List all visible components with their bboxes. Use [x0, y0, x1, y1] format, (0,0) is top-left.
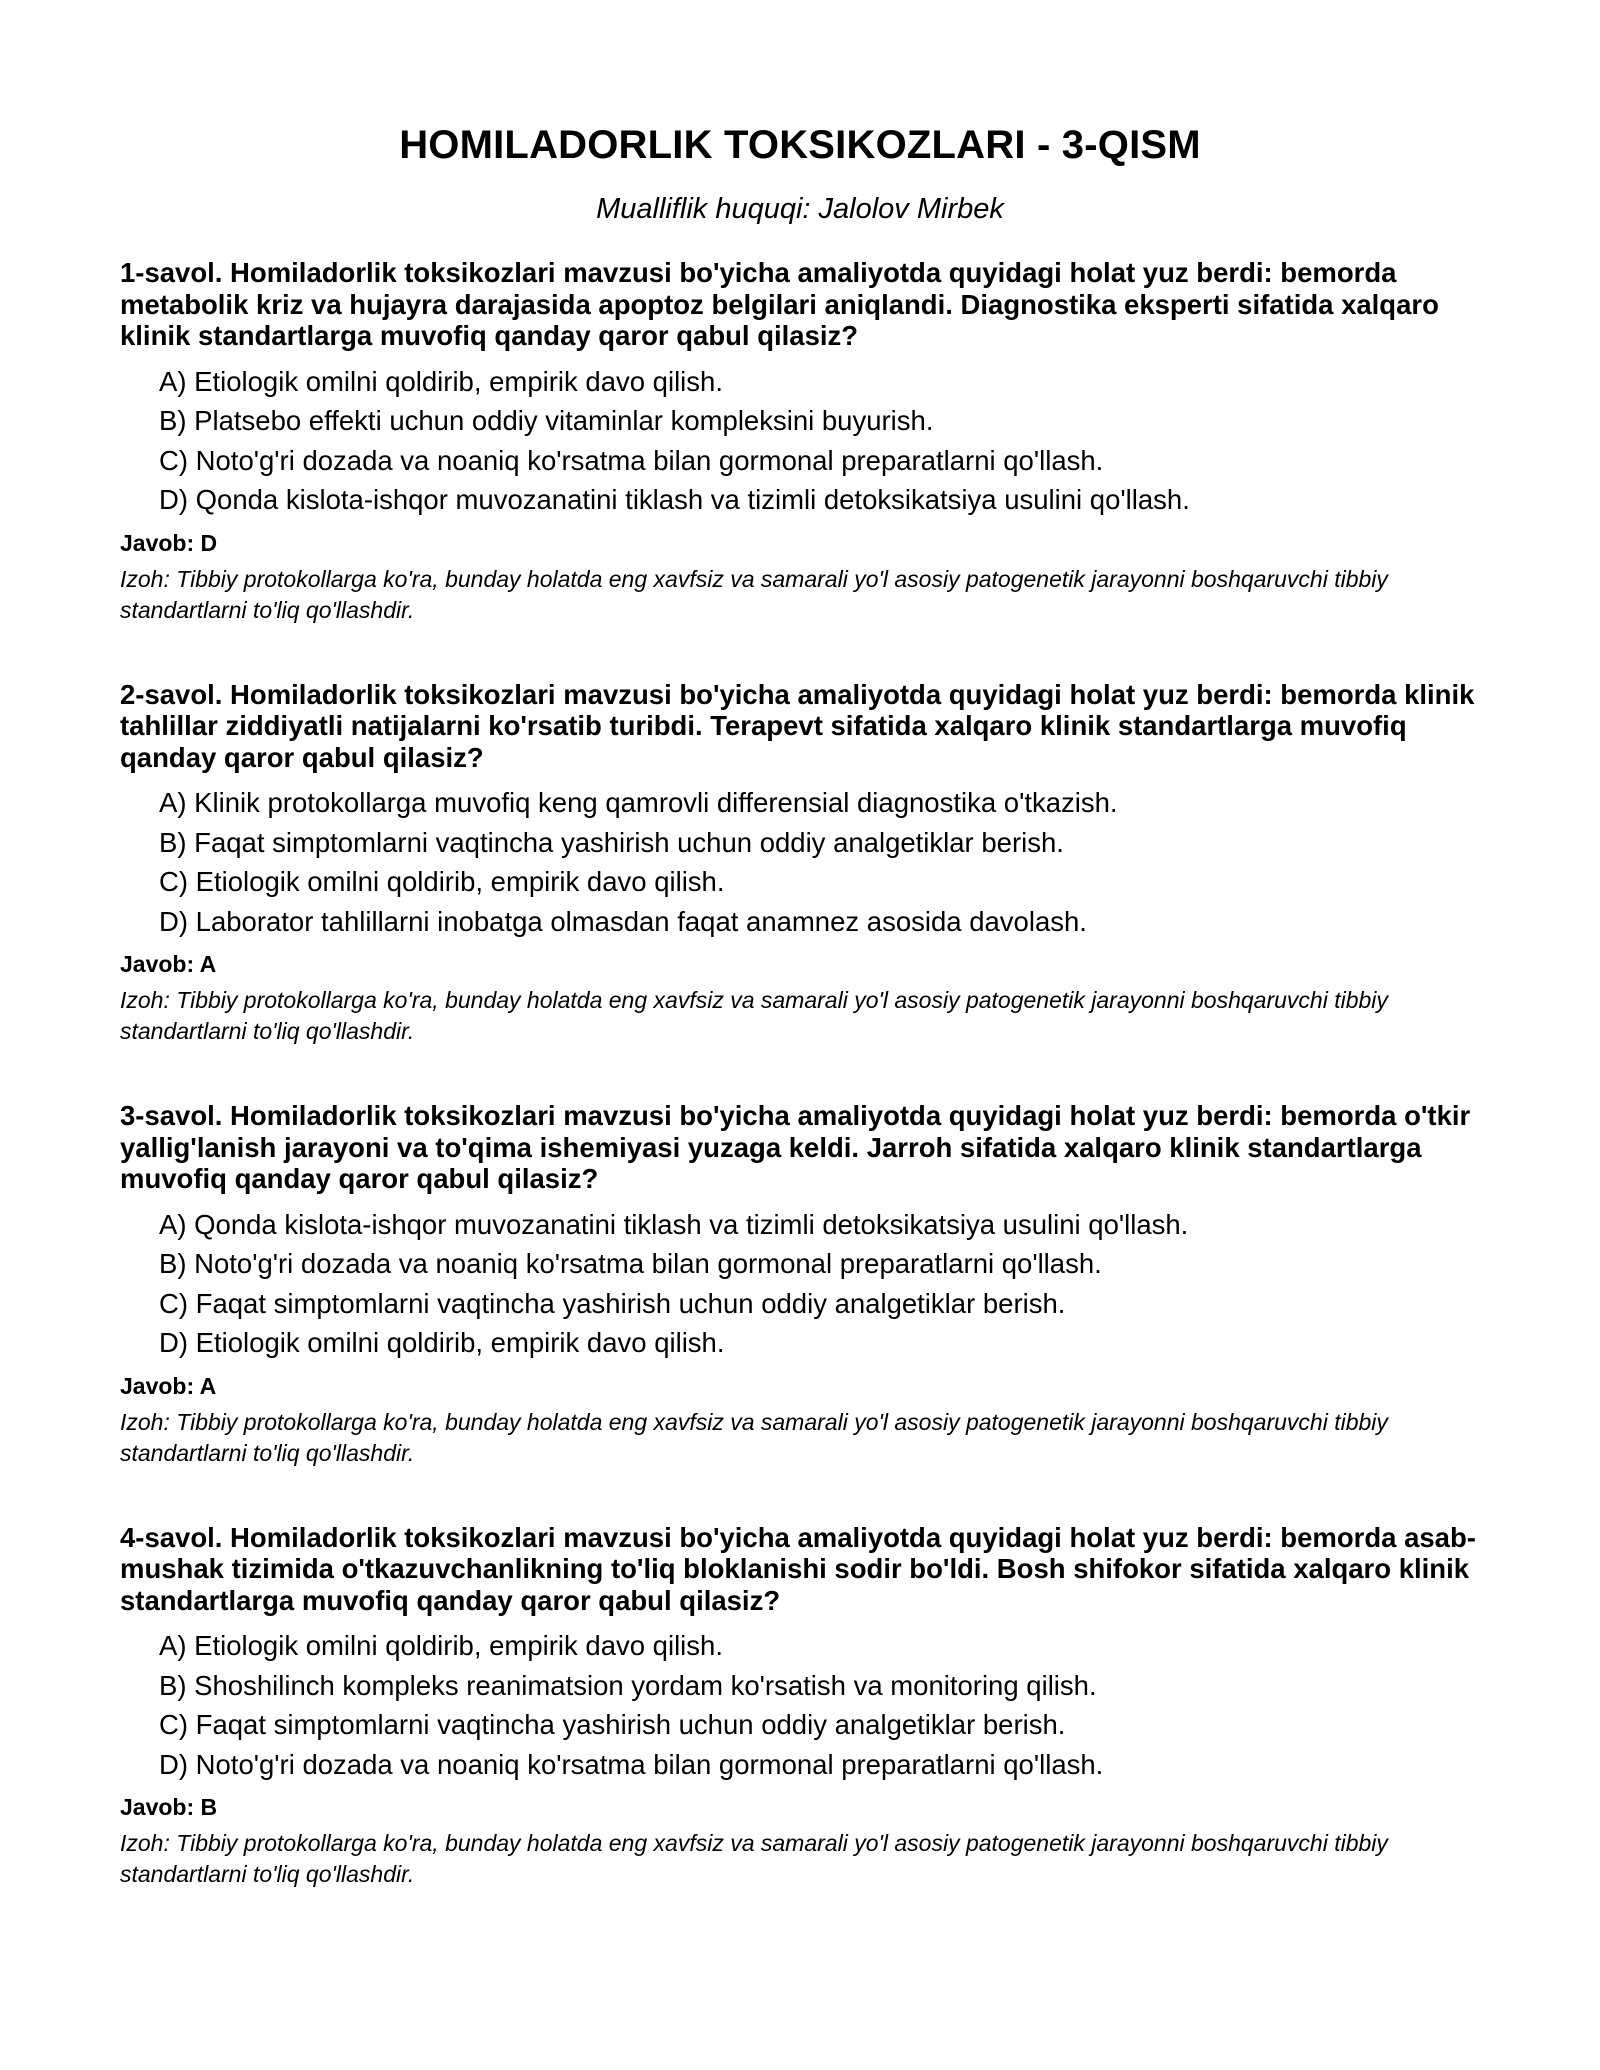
document-title: HOMILADORLIK TOKSIKOZLARI - 3-QISM — [399, 123, 1201, 167]
document-subtitle: Mualliflik huquqi: Jalolov Mirbek — [596, 193, 1004, 225]
answer-text: Javob: B — [120, 1794, 218, 1820]
option-b: B) Faqat simptomlarni vaqtincha yashirish uchun oddiy analgetiklar berish. — [159, 826, 1064, 858]
option-d: D) Etiologik omilni qoldirib, empirik davo qilish. — [159, 1327, 725, 1358]
option-a: A) Qonda kislota-ishqor muvozanatini tiklash va tizimli detoksikatsiya usulini qo'llash. — [159, 1208, 1189, 1240]
answer-text: Javob: D — [120, 529, 218, 556]
question-list — [120, 257, 1480, 1890]
option-list — [120, 783, 1480, 941]
answer-text: Javob: A — [120, 951, 217, 977]
option-b: B) Shoshilinch kompleks reanimatsion yordam ko'rsatish va monitoring qilish. — [159, 1669, 1097, 1701]
option-list — [120, 362, 1480, 520]
question-block-3 — [120, 1100, 1480, 1469]
explanation-text: Izoh: Tibbiy protokollarga ko'ra, bunday holatda eng xavfsiz va samarali yo'l asosiy patogenetik jarayonni boshqaruvchi tibbiy standartlarni to'liq qo'llashdir. — [120, 1408, 1388, 1466]
option-c: C) Etiologik omilni qoldirib, empirik davo qilish. — [159, 866, 725, 897]
option-d: D) Laborator tahlillarni inobatga olmasdan faqat anamnez asosida davolash. — [159, 905, 1087, 937]
option-a: A) Klinik protokollarga muvofiq keng qamrovli differensial diagnostika o'tkazish. — [159, 787, 1118, 818]
option-d: D) Noto'g'ri dozada va noaniq ko'rsatma bilan gormonal preparatlarni qo'llash. — [159, 1748, 1104, 1780]
option-c: C) Faqat simptomlarni vaqtincha yashirish uchun oddiy analgetiklar berish. — [159, 1287, 1066, 1319]
explanation-text: Izoh: Tibbiy protokollarga ko'ra, bunday holatda eng xavfsiz va samarali yo'l asosiy patogenetik jarayonni boshqaruvchi tibbiy standartlarni to'liq qo'llashdir. — [120, 987, 1388, 1044]
option-a: A) Etiologik omilni qoldirib, empirik davo qilish. — [159, 1630, 723, 1661]
question-text: 1-savol. Homiladorlik toksikozlari mavzusi bo'yicha amaliyotda quyidagi holat yuz berdi: bemorda metabolik kriz va hujayra darajasida apoptoz belgilari aniqlandi. Diagnostika eksperti sifatida xalqaro klinik standartlarga muvofiq qanday qaror qabul qilasiz? — [120, 257, 1439, 351]
option-d: D) Qonda kislota-ishqor muvozanatini tiklash va tizimli detoksikatsiya usulini qo'llash. — [159, 484, 1190, 515]
option-c: C) Noto'g'ri dozada va noaniq ko'rsatma bilan gormonal preparatlarni qo'llash. — [159, 444, 1104, 476]
explanation-text: Izoh: Tibbiy protokollarga ko'ra, bunday holatda eng xavfsiz va samarali yo'l asosiy patogenetik jarayonni boshqaruvchi tibbiy standartlarni to'liq qo'llashdir. — [120, 565, 1388, 623]
question-text: 3-savol. Homiladorlik toksikozlari mavzusi bo'yicha amaliyotda quyidagi holat yuz berdi: bemorda o'tkir yallig'lanish jarayoni va to'qima ishemiyasi yuzaga keldi. Jarroh sifatida xalqaro klinik standartlarga muvofiq qanday qaror qabul qilasiz? — [120, 1100, 1471, 1194]
answer-text: Javob: A — [120, 1372, 217, 1399]
question-block-1 — [120, 257, 1480, 626]
question-text: 2-savol. Homiladorlik toksikozlari mavzusi bo'yicha amaliyotda quyidagi holat yuz berdi: bemorda klinik tahlillar ziddiyatli natijalarni ko'rsatib turibdi. Terapevt sifatida xalqaro klinik standartlarga muvofiq qanday qaror qabul qilasiz? — [120, 678, 1475, 773]
option-list — [120, 1205, 1480, 1363]
document-page — [120, 0, 1480, 1943]
option-a: A) Etiologik omilni qoldirib, empirik davo qilish. — [159, 365, 723, 397]
question-text: 4-savol. Homiladorlik toksikozlari mavzusi bo'yicha amaliyotda quyidagi holat yuz berdi: bemorda asab-mushak tizimida o'tkazuvchanlikning to'liq bloklanishi sodir bo'ldi. Bosh shifokor sifatida xalqaro klinik standartlarga muvofiq qanday qaror qabul qilasiz? — [120, 1521, 1476, 1616]
explanation-text: Izoh: Tibbiy protokollarga ko'ra, bunday holatda eng xavfsiz va samarali yo'l asosiy patogenetik jarayonni boshqaruvchi tibbiy standartlarni to'liq qo'llashdir. — [120, 1830, 1388, 1887]
option-c: C) Faqat simptomlarni vaqtincha yashirish uchun oddiy analgetiklar berish. — [159, 1709, 1066, 1740]
option-b: B) Noto'g'ri dozada va noaniq ko'rsatma bilan gormonal preparatlarni qo'llash. — [159, 1248, 1102, 1279]
question-block-2 — [120, 679, 1480, 1048]
option-list — [120, 1626, 1480, 1784]
option-b: B) Platsebo effekti uchun oddiy vitaminlar kompleksini buyurish. — [159, 405, 934, 436]
question-block-4 — [120, 1522, 1480, 1891]
